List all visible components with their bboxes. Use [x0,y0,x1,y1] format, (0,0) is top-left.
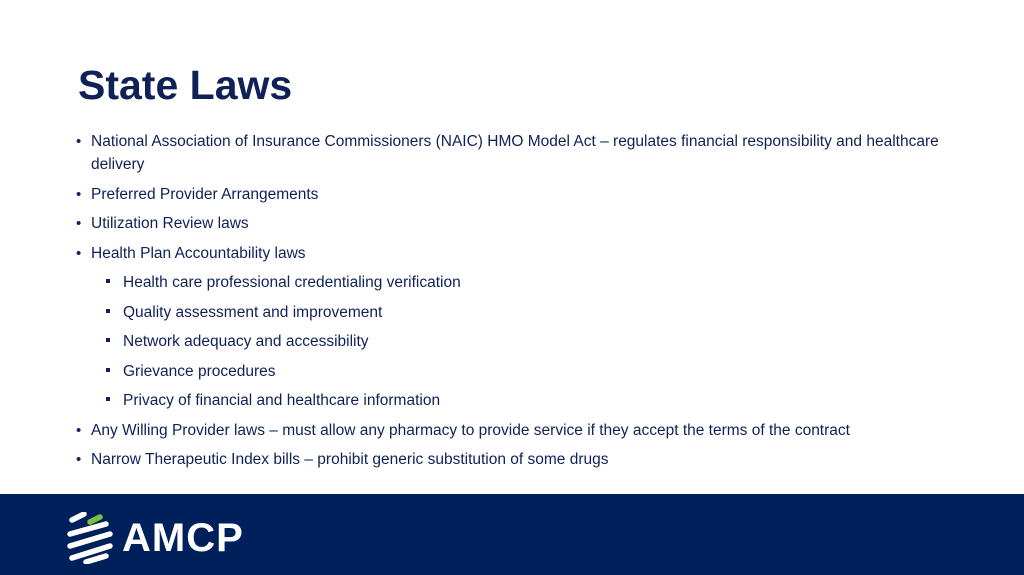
bullet-item: • National Association of Insurance Commissioners (NAIC) HMO Model Act – regulates financial responsibility and healthcare delivery [76,130,956,176]
sub-bullet-item: Network adequacy and accessibility [76,330,956,353]
bullet-list [76,130,956,478]
sub-bullet-item: Quality assessment and improvement [76,301,956,324]
sub-bullet-item: Health care professional credentialing verification [76,271,956,294]
logo-text: AMCP [122,515,244,560]
slide-title: State Laws [78,62,293,108]
bullet-item: • Any Willing Provider laws – must allow any pharmacy to provide service if they accept the terms of the contract [76,419,956,442]
bullet-item: • Preferred Provider Arrangements [76,183,956,206]
bullet-item: • Utilization Review laws [76,212,956,235]
amcp-logo [66,512,244,564]
bullet-item: • Narrow Therapeutic Index bills – prohibit generic substitution of some drugs [76,448,956,471]
amcp-stripes-icon [66,512,114,564]
sub-bullet-item: Privacy of financial and healthcare information [76,389,956,412]
sub-bullet-item: Grievance procedures [76,360,956,383]
bullet-item: • Health Plan Accountability laws [76,242,956,265]
